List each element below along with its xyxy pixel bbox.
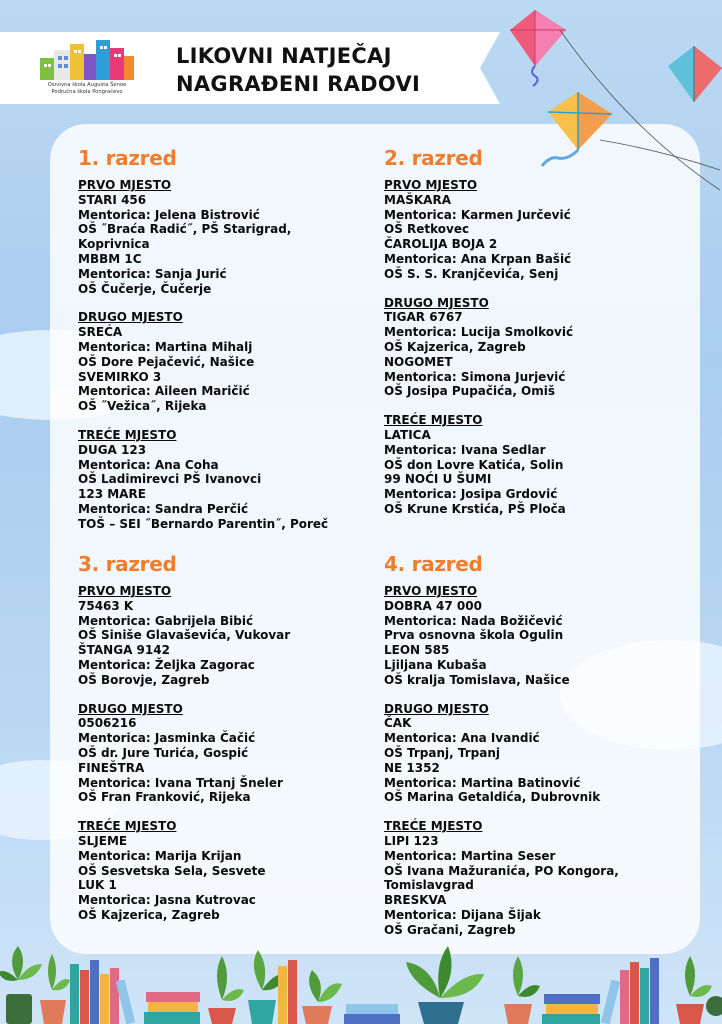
entry-line: Mentorica: Nada Božičević bbox=[384, 613, 563, 628]
entry-line: OŠ ˝Braća Radić˝, PŠ Starigrad, bbox=[78, 222, 292, 237]
grade-heading: 1. razred bbox=[78, 146, 177, 170]
entry-line: OŠ Ivana Mažuranića, PO Kongora, bbox=[384, 863, 619, 878]
entry-line: Mentorica: Jasna Kutrovac bbox=[78, 893, 256, 908]
plant-icon bbox=[40, 954, 70, 1024]
grade-section-4 bbox=[384, 552, 684, 952]
place-heading: TREĆE MJESTO bbox=[384, 413, 483, 428]
title-line1: LIKOVNI NATJEČAJ bbox=[176, 44, 392, 68]
entry-line: Mentorica: Dijana Šijak bbox=[384, 907, 541, 922]
place-heading: DRUGO MJESTO bbox=[384, 295, 489, 310]
entry-line: OŠ Ladimirevci PŠ Ivanovci bbox=[78, 472, 262, 487]
entry-line: Mentorica: Jelena Bistrović bbox=[78, 207, 260, 222]
entry-line: Mentorica: Aileen Maričić bbox=[78, 384, 250, 399]
entry-line: OŠ Gračani, Zagreb bbox=[384, 922, 516, 937]
entry-line: SVEMIRKO 3 bbox=[78, 369, 162, 384]
entry-line: OŠ Dore Pejačević, Našice bbox=[78, 354, 255, 369]
entry-line: Mentorica: Gabrijela Bibić bbox=[78, 613, 254, 628]
entry-line: Mentorica: Ivana Sedlar bbox=[384, 442, 546, 457]
entry-line: SLJEME bbox=[78, 833, 128, 848]
plant-icon bbox=[208, 956, 244, 1024]
entry-line: Mentorica: Ivana Trtanj Šneler bbox=[78, 775, 283, 790]
entry-line: Koprivnica bbox=[78, 237, 150, 252]
place-heading: PRVO MJESTO bbox=[384, 584, 478, 598]
entry-line: Tomislavgrad bbox=[384, 878, 474, 893]
entry-line: OŠ Kajzerica, Zagreb bbox=[384, 339, 526, 354]
grade-section-3 bbox=[78, 552, 378, 937]
title-line2: NAGRAĐENI RADOVI bbox=[176, 72, 421, 96]
entry-line: Mentorica: Simona Jurjević bbox=[384, 369, 566, 384]
place-heading: DRUGO MJESTO bbox=[78, 310, 183, 325]
entry-line: LEON 585 bbox=[384, 643, 450, 658]
place-block-first bbox=[384, 178, 684, 282]
entry-line: ŠTANGA 9142 bbox=[78, 643, 170, 658]
entry-line: OŠ Borovje, Zagreb bbox=[78, 672, 210, 687]
plant-icon bbox=[504, 956, 540, 1024]
entry-line: OŠ Fran Franković, Rijeka bbox=[78, 790, 251, 805]
place-block-first bbox=[384, 584, 684, 688]
place-block-second bbox=[78, 310, 378, 414]
entry-line: NE 1352 bbox=[384, 760, 440, 775]
entry-line: DUGA 123 bbox=[78, 442, 147, 457]
entry-line: FINEŠTRA bbox=[78, 760, 145, 775]
entry-line: OŠ dr. Jure Turića, Gospić bbox=[78, 745, 249, 760]
entry-line: OŠ Josipa Pupačića, Omiš bbox=[384, 384, 556, 399]
plant-icon bbox=[302, 970, 342, 1024]
place-heading: PRVO MJESTO bbox=[384, 178, 478, 192]
place-block-third bbox=[78, 428, 378, 532]
place-heading: TREĆE MJESTO bbox=[78, 819, 177, 834]
place-heading: DRUGO MJESTO bbox=[384, 701, 489, 716]
entry-line: TIGAR 6767 bbox=[384, 310, 463, 325]
logo-caption bbox=[30, 82, 144, 95]
place-heading: PRVO MJESTO bbox=[78, 178, 172, 192]
place-heading: PRVO MJESTO bbox=[78, 584, 172, 598]
entry-line: Mentorica: Sanja Jurić bbox=[78, 266, 227, 281]
entry-line: STARI 456 bbox=[78, 192, 147, 207]
entry-line: OŠ Sesvetska Sela, Sesvete bbox=[78, 863, 266, 878]
entry-line: Mentorica: Sandra Perčić bbox=[78, 501, 249, 516]
entry-line: Ljiljana Kubaša bbox=[384, 657, 487, 672]
plant-icon bbox=[406, 946, 484, 1024]
entry-line: LATICA bbox=[384, 427, 431, 442]
entry-line: Mentorica: Martina Seser bbox=[384, 848, 556, 863]
entry-line: LUK 1 bbox=[78, 878, 117, 893]
place-block-first bbox=[78, 584, 378, 688]
entry-line: Mentorica: Lucija Smolković bbox=[384, 325, 574, 340]
books-and-plants-illustration bbox=[0, 940, 722, 1024]
grade-section-2 bbox=[384, 146, 684, 531]
place-block-third bbox=[384, 819, 684, 937]
entry-line: OŠ don Lovre Katića, Solin bbox=[384, 457, 564, 472]
entry-line: 0506216 bbox=[78, 716, 137, 731]
entry-line: Mentorica: Martina Mihalj bbox=[78, 339, 253, 354]
grade-heading: 3. razred bbox=[78, 552, 177, 576]
entry-line: OŠ Retkovec bbox=[384, 222, 470, 237]
entry-line: Mentorica: Ana Coha bbox=[78, 457, 219, 472]
place-block-third bbox=[78, 819, 378, 923]
place-block-second bbox=[384, 296, 684, 400]
entry-line: Mentorica: Martina Batinović bbox=[384, 775, 581, 790]
logo-caption-line2: Područna škola Pongračevo bbox=[51, 88, 123, 95]
entry-line: MAŠKARA bbox=[384, 192, 451, 207]
grade-heading: 4. razred bbox=[384, 552, 483, 576]
entry-line: Mentorica: Ana Ivandić bbox=[384, 731, 540, 746]
entry-line: Mentorica: Marija Krijan bbox=[78, 848, 242, 863]
place-block-third bbox=[384, 413, 684, 517]
entry-line: ČAROLIJA BOJA 2 bbox=[384, 237, 498, 252]
entry-line: SREĆA bbox=[78, 325, 123, 340]
entry-line: OŠ kralja Tomislava, Našice bbox=[384, 672, 570, 687]
entry-line: Mentorica: Ana Krpan Bašić bbox=[384, 251, 572, 266]
entry-line: OŠ Marina Getaldića, Dubrovnik bbox=[384, 790, 601, 805]
entry-line: 75463 K bbox=[78, 598, 134, 613]
grade-heading: 2. razred bbox=[384, 146, 483, 170]
entry-line: 123 MARE bbox=[78, 487, 146, 502]
entry-line: DOBRA 47 000 bbox=[384, 598, 482, 613]
entry-line: OŠ Trpanj, Trpanj bbox=[384, 745, 501, 760]
place-heading: DRUGO MJESTO bbox=[78, 701, 183, 716]
entry-line: Mentorica: Karmen Jurčević bbox=[384, 207, 571, 222]
entry-line: Prva osnovna škola Ogulin bbox=[384, 628, 564, 643]
entry-line: TOŠ – SEI ˝Bernardo Parentin˝, Poreč bbox=[78, 516, 329, 531]
entry-line: NOGOMET bbox=[384, 354, 453, 369]
entry-line: BRESKVA bbox=[384, 893, 447, 908]
entry-line: Mentorica: Josipa Grdović bbox=[384, 487, 558, 502]
place-heading: TREĆE MJESTO bbox=[384, 819, 483, 834]
place-block-first bbox=[78, 178, 378, 296]
entry-line: OŠ Siniše Glavaševića, Vukovar bbox=[78, 628, 291, 643]
entry-line: OŠ S. S. Kranjčevića, Senj bbox=[384, 266, 559, 281]
page-title bbox=[176, 42, 420, 98]
entry-line: ČAK bbox=[384, 716, 412, 731]
plant-icon bbox=[0, 946, 42, 1024]
place-block-second bbox=[384, 702, 684, 806]
entry-line: OŠ ˝Vežica˝, Rijeka bbox=[78, 399, 207, 414]
plant-icon bbox=[676, 956, 712, 1024]
place-block-second bbox=[78, 702, 378, 806]
entry-line: 99 NOĆI U ŠUMI bbox=[384, 472, 492, 487]
place-heading: TREĆE MJESTO bbox=[78, 427, 177, 442]
entry-line: OŠ Krune Krstića, PŠ Ploča bbox=[384, 501, 566, 516]
logo-caption-line1: Osnovna škola Augusta Šenoe bbox=[47, 82, 127, 88]
entry-line: OŠ Kajzerica, Zagreb bbox=[78, 907, 220, 922]
entry-line: LIPI 123 bbox=[384, 833, 439, 848]
entry-line: Mentorica: Jasminka Čačić bbox=[78, 731, 256, 746]
entry-line: MBBM 1C bbox=[78, 251, 142, 266]
entry-line: OŠ Čučerje, Čučerje bbox=[78, 281, 212, 296]
grade-section-1 bbox=[78, 146, 378, 546]
entry-line: Mentorica: Željka Zagorac bbox=[78, 657, 255, 672]
